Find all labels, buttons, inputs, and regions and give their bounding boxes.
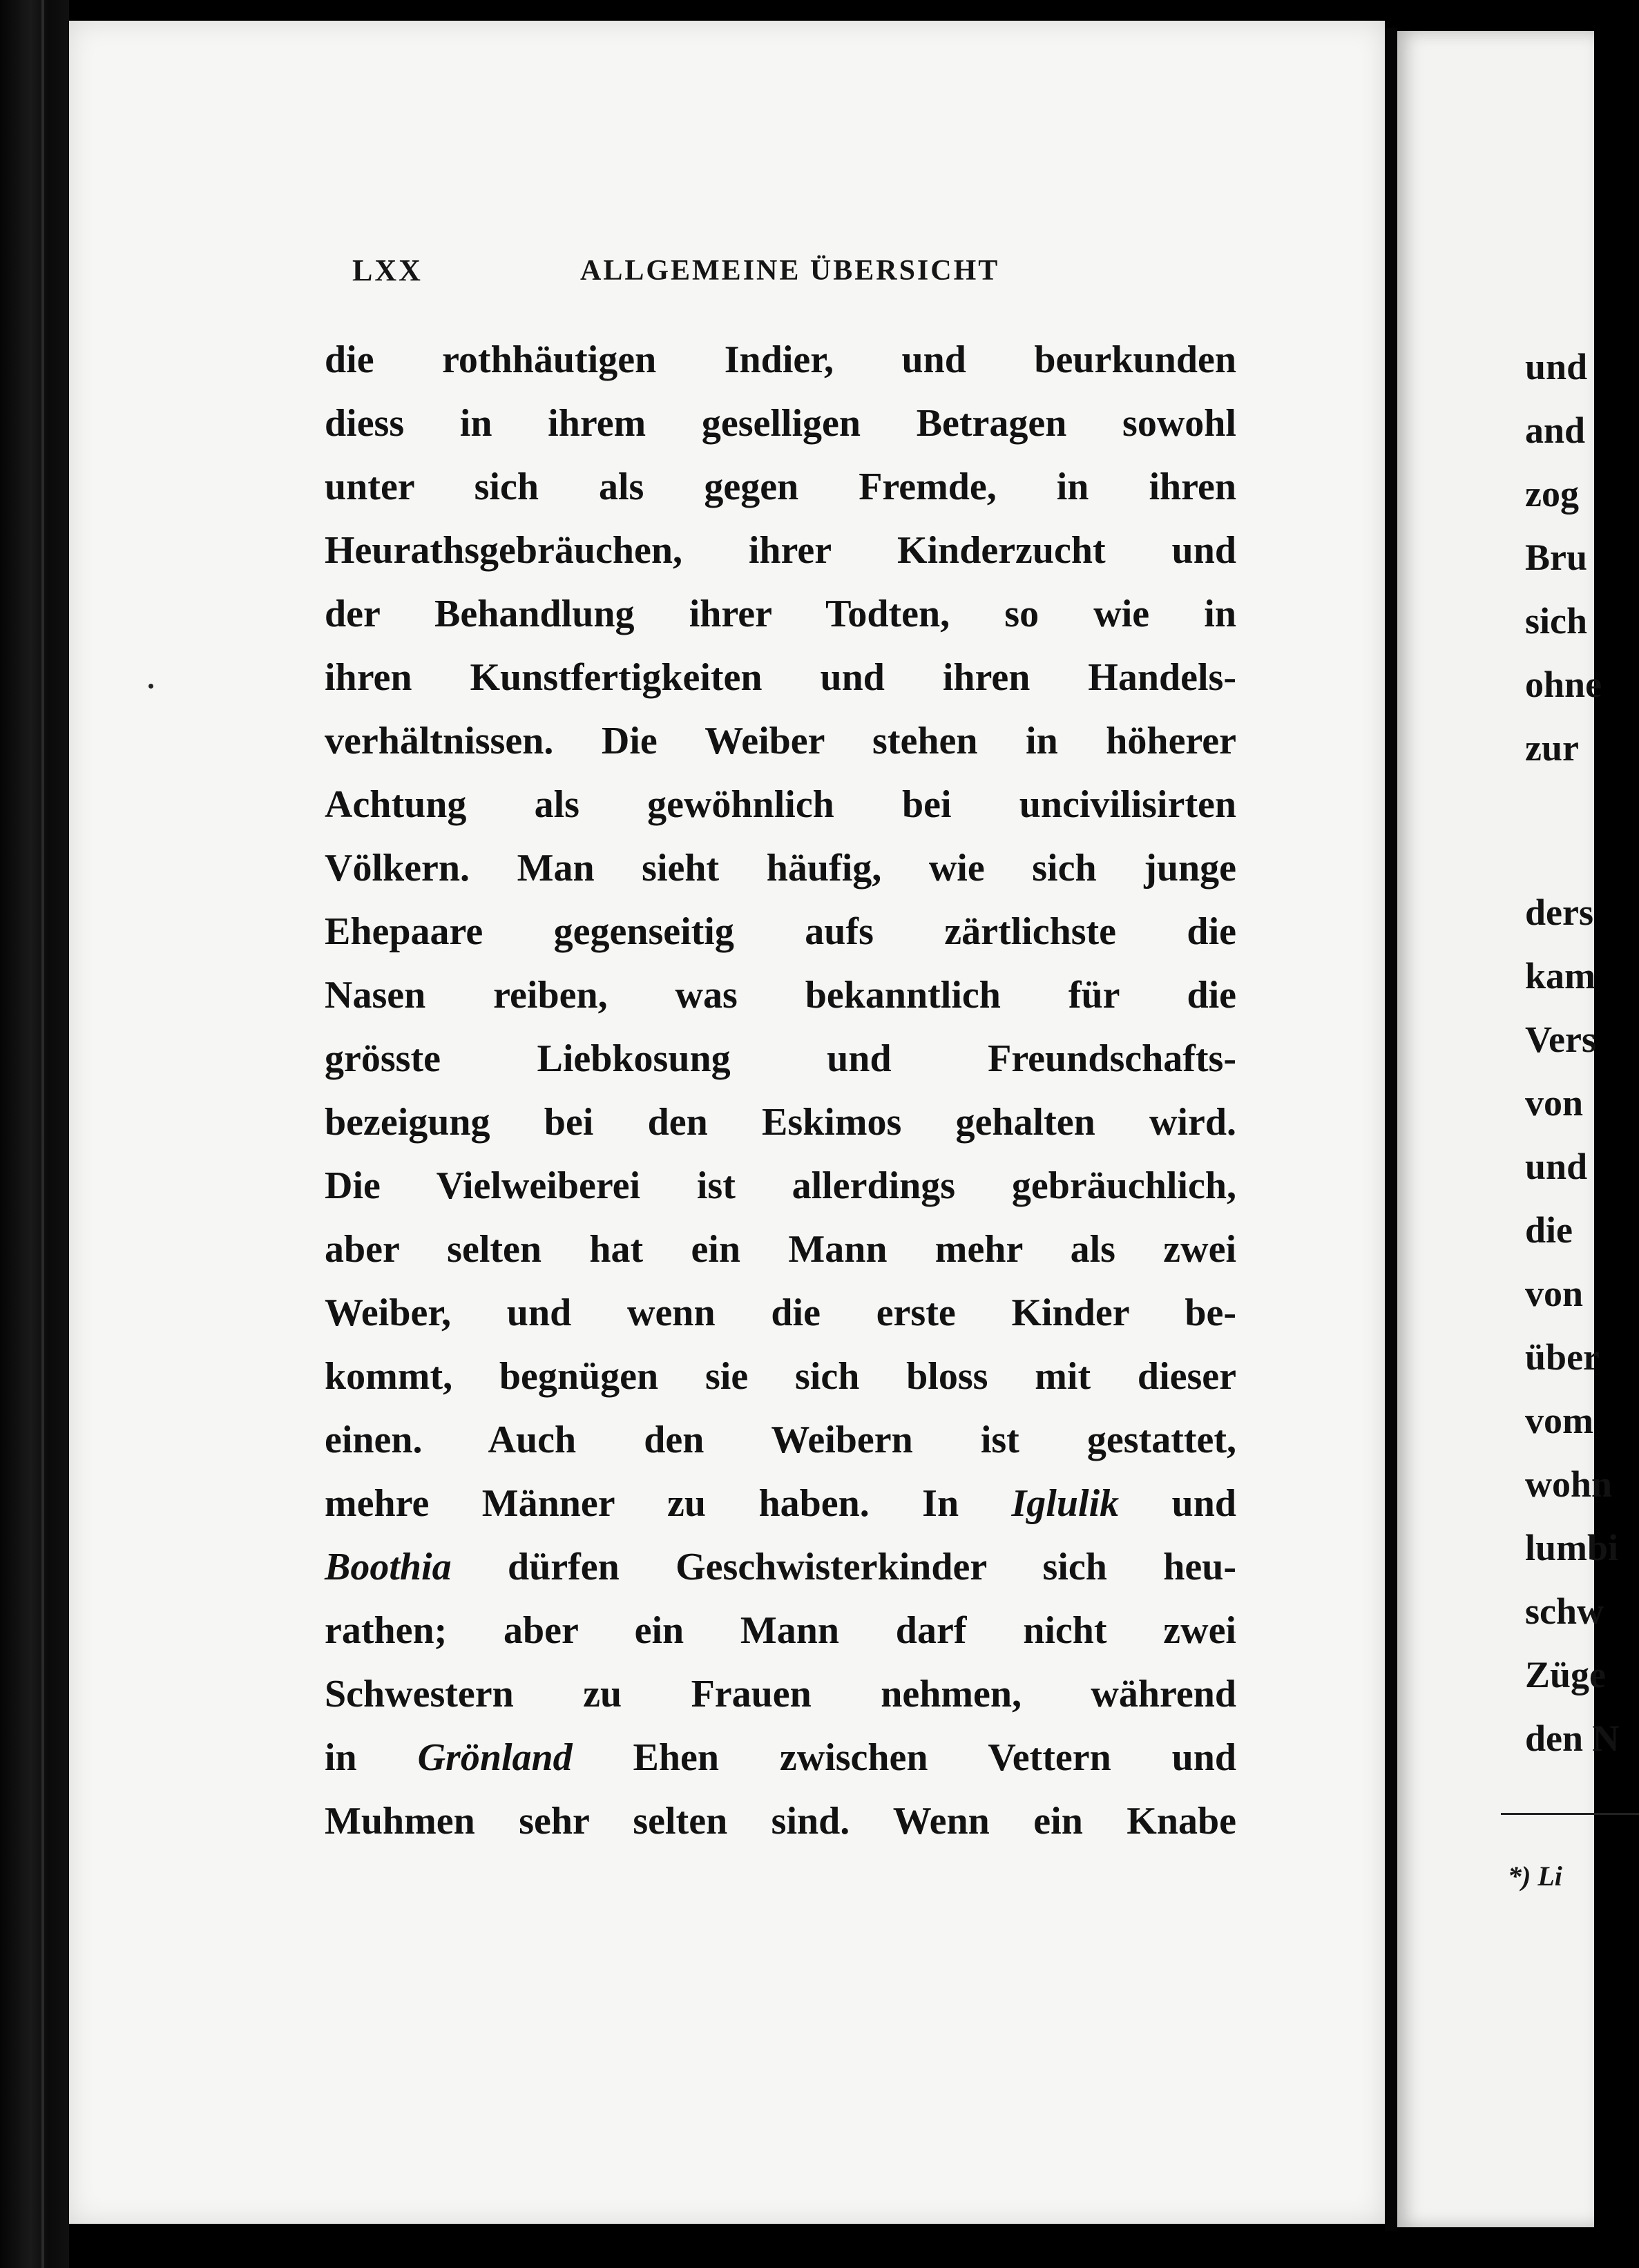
text-segment: Schwestern zu Frauen nehmen, während	[325, 1673, 1236, 1716]
text-line	[325, 1726, 1236, 1789]
text-segment: und	[1119, 1482, 1236, 1525]
book-spine	[0, 0, 69, 2268]
right-page-line: Vers	[1525, 1019, 1596, 1060]
text-segment: unter sich als gegen Fremde, in ihren	[325, 465, 1236, 508]
text-line	[325, 1281, 1236, 1345]
italic-place-name: Grönland	[417, 1736, 573, 1779]
text-segment: die rothhäutigen Indier, und beurkunden	[325, 338, 1236, 381]
right-page-line: Bru	[1525, 537, 1588, 578]
text-line	[325, 900, 1236, 963]
right-page-footnote: *) Li	[1508, 1861, 1562, 1892]
right-page-line: kam	[1525, 955, 1596, 997]
text-line	[325, 328, 1236, 392]
text-segment: einen. Auch den Weibern ist gestattet,	[325, 1419, 1236, 1461]
text-segment: Heurathsgebräuchen, ihrer Kinderzucht und	[325, 529, 1236, 572]
text-line	[325, 1408, 1236, 1472]
running-title: ALLGEMEINE ÜBERSICHT	[580, 255, 1000, 287]
text-segment: Achtung als gewöhnlich bei uncivilisirten	[325, 783, 1236, 826]
right-page-line: und	[1525, 1146, 1588, 1187]
text-segment: Weiber, und wenn die erste Kinder be-	[325, 1291, 1236, 1334]
text-segment: ihren Kunstfertigkeiten und ihren Handels-	[325, 656, 1236, 699]
text-segment: aber selten hat ein Mann mehr als zwei	[325, 1228, 1236, 1271]
text-segment: diess in ihrem geselligen Betragen sowohl	[325, 402, 1236, 445]
right-page-line: den N	[1525, 1718, 1620, 1759]
text-segment: dürfen Geschwisterkinder sich heu-	[451, 1546, 1236, 1588]
paper-speck	[148, 684, 153, 689]
text-segment: Ehepaare gegenseitig aufs zärtlichste die	[325, 910, 1236, 953]
right-page	[1397, 31, 1620, 2227]
text-segment: Nasen reiben, was bekanntlich für die	[325, 974, 1236, 1017]
right-page-line: wohn	[1525, 1463, 1613, 1505]
right-page-line: über	[1525, 1336, 1600, 1378]
text-segment: Die Vielweiberei ist allerdings gebräuchlich,	[325, 1164, 1236, 1207]
text-line	[325, 1027, 1236, 1090]
right-page-line: zog	[1525, 473, 1579, 515]
text-line	[325, 1090, 1236, 1154]
right-page-line: lumbi	[1525, 1527, 1619, 1568]
right-page-line: zur	[1525, 727, 1579, 769]
right-page-line: schw	[1525, 1591, 1604, 1632]
text-line	[325, 773, 1236, 836]
text-line	[325, 1599, 1236, 1662]
text-segment: der Behandlung ihrer Todten, so wie in	[325, 593, 1236, 635]
text-line	[325, 646, 1236, 709]
text-segment: mehre Männer zu haben. In	[325, 1482, 1012, 1525]
footnote-rule	[1501, 1813, 1639, 1815]
text-line	[325, 1789, 1236, 1853]
text-line	[325, 1472, 1236, 1535]
italic-place-name: Boothia	[325, 1546, 452, 1588]
page-header	[352, 253, 1043, 294]
text-segment: in	[325, 1736, 418, 1779]
right-page-line: die	[1525, 1209, 1573, 1251]
text-segment: Ehen zwischen Vettern und	[572, 1736, 1237, 1779]
text-line	[325, 1154, 1236, 1218]
right-page-text-block-2	[1525, 881, 1620, 1770]
text-segment: verhältnissen. Die Weiber stehen in höherer	[325, 720, 1236, 762]
right-page-line: sich	[1525, 600, 1588, 642]
right-page-line: Züge	[1525, 1654, 1607, 1695]
text-line	[325, 1662, 1236, 1726]
text-segment: Muhmen sehr selten sind. Wenn ein Knabe	[325, 1800, 1236, 1843]
text-line	[325, 709, 1236, 773]
page-number: LXX	[352, 253, 423, 287]
text-segment: Völkern. Man sieht häufig, wie sich junge	[325, 847, 1236, 890]
text-segment: kommt, begnügen sie sich bloss mit dieser	[325, 1355, 1236, 1398]
text-line	[325, 519, 1236, 582]
text-line	[325, 455, 1236, 519]
text-line	[325, 963, 1236, 1027]
right-page-line: ders	[1525, 892, 1593, 933]
page-gutter	[1385, 28, 1397, 2231]
italic-place-name: Iglulik	[1011, 1482, 1120, 1525]
text-line	[325, 392, 1236, 455]
text-line	[325, 836, 1236, 900]
text-line	[325, 1345, 1236, 1408]
right-page-line: vom	[1525, 1400, 1593, 1441]
right-page-line: and	[1525, 410, 1586, 451]
text-segment: bezeigung bei den Eskimos gehalten wird.	[325, 1101, 1236, 1144]
right-page-line: von	[1525, 1273, 1584, 1314]
text-line	[325, 1218, 1236, 1281]
text-segment: rathen; aber ein Mann darf nicht zwei	[325, 1609, 1236, 1652]
right-page-text-block-1	[1525, 335, 1602, 780]
text-line	[325, 1535, 1236, 1599]
right-page-line: ohne	[1525, 664, 1602, 705]
text-segment: grösste Liebkosung und Freundschafts-	[325, 1037, 1236, 1080]
right-page-line: und	[1525, 346, 1588, 387]
text-line	[325, 582, 1236, 646]
right-page-line: von	[1525, 1082, 1584, 1124]
body-text	[325, 328, 1236, 1853]
